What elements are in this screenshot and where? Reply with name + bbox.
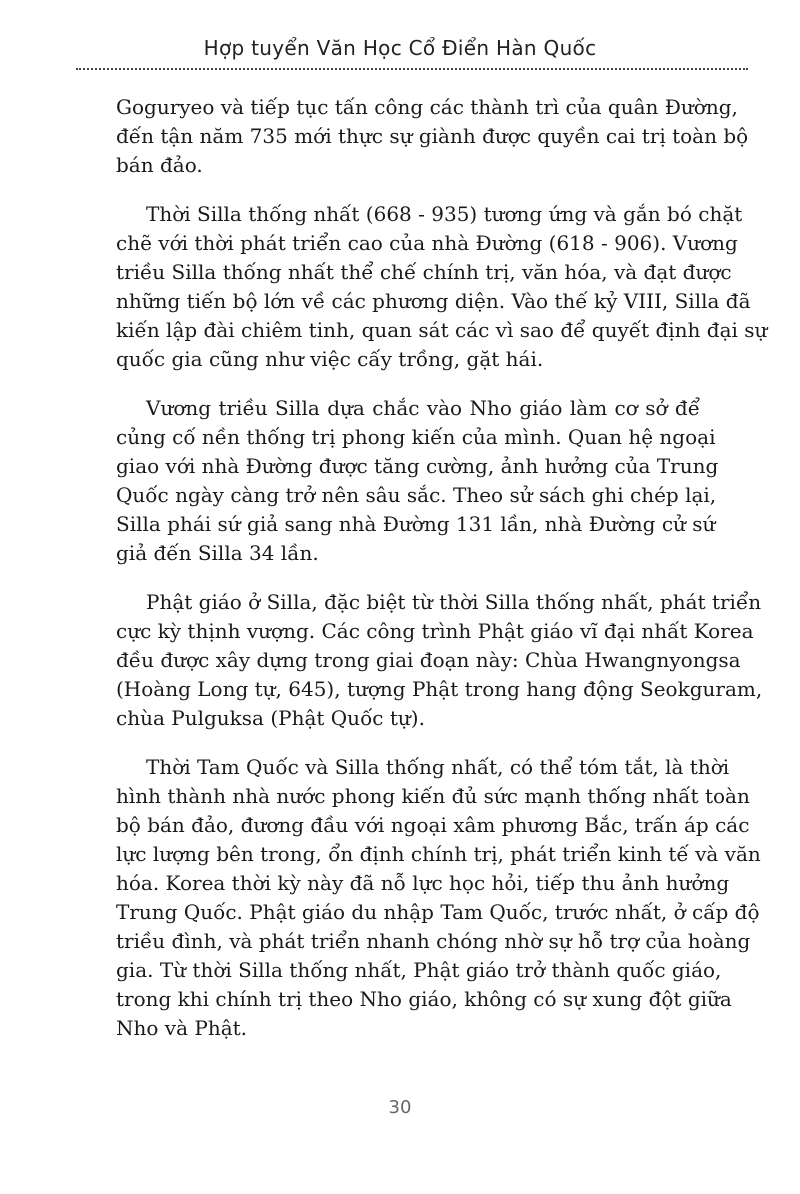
paragraph-4 — [116, 588, 763, 733]
paragraph-3 — [116, 394, 719, 568]
text-line: giả đến Silla 34 lần. — [116, 541, 319, 565]
text-line: gia. Từ thời Silla thống nhất, Phật giáo trở thành quốc giáo, — [116, 958, 722, 982]
text-line: Vương triều Silla dựa chắc vào Nho giáo làm cơ sở để — [146, 396, 700, 420]
text-line: giao với nhà Đường được tăng cường, ảnh hưởng của Trung — [116, 454, 719, 478]
running-header-title: Hợp tuyển Văn Học Cổ Điển Hàn Quốc — [203, 36, 597, 60]
text-line: trong khi chính trị theo Nho giáo, không có sự xung đột giữa — [116, 987, 732, 1011]
paragraph-1 — [116, 93, 749, 180]
text-line: chẽ với thời phát triển cao của nhà Đường (618 - 906). Vương — [116, 231, 738, 255]
text-line: Phật giáo ở Silla, đặc biệt từ thời Silla thống nhất, phát triển — [146, 590, 762, 614]
text-line: bán đảo. — [116, 153, 203, 177]
header-dotted-rule — [76, 68, 748, 70]
text-line: củng cố nền thống trị phong kiến của mình. Quan hệ ngoại — [116, 425, 716, 449]
text-line: chùa Pulguksa (Phật Quốc tự). — [116, 706, 425, 730]
page-number: 30 — [388, 1097, 412, 1118]
text-line: đều được xây dựng trong giai đoạn này: Chùa Hwangnyongsa — [116, 648, 741, 672]
text-line: bộ bán đảo, đương đầu với ngoại xâm phương Bắc, trấn áp các — [116, 813, 750, 837]
text-line: hình thành nhà nước phong kiến đủ sức mạnh thống nhất toàn — [116, 784, 750, 808]
paragraph-5 — [116, 753, 761, 1043]
text-line: cực kỳ thịnh vượng. Các công trình Phật giáo vĩ đại nhất Korea — [116, 619, 754, 643]
text-line: hóa. Korea thời kỳ này đã nỗ lực học hỏi, tiếp thu ảnh hưởng — [116, 871, 730, 895]
text-line: quốc gia cũng như việc cấy trồng, gặt hái. — [116, 347, 544, 371]
text-line: kiến lập đài chiêm tinh, quan sát các vì sao để quyết định đại sự — [116, 318, 768, 342]
text-line: Thời Tam Quốc và Silla thống nhất, có thể tóm tắt, là thời — [146, 755, 730, 779]
text-line: đến tận năm 735 mới thực sự giành được quyền cai trị toàn bộ — [116, 124, 749, 148]
text-line: Quốc ngày càng trở nên sâu sắc. Theo sử sách ghi chép lại, — [116, 483, 717, 507]
text-line: (Hoàng Long tự, 645), tượng Phật trong hang động Seokguram, — [116, 677, 763, 701]
text-line: những tiến bộ lớn về các phương diện. Vào thế kỷ VIII, Silla đã — [116, 289, 751, 313]
text-line: lực lượng bên trong, ổn định chính trị, phát triển kinh tế và văn — [116, 842, 761, 866]
text-line: triều đình, và phát triển nhanh chóng nhờ sự hỗ trợ của hoàng — [116, 929, 751, 953]
text-line: Silla phái sứ giả sang nhà Đường 131 lần, nhà Đường cử sứ — [116, 512, 716, 536]
body-text — [116, 93, 768, 1063]
text-line: Trung Quốc. Phật giáo du nhập Tam Quốc, trước nhất, ở cấp độ — [116, 900, 760, 924]
text-line: Goguryeo và tiếp tục tấn công các thành trì của quân Đường, — [116, 95, 738, 119]
text-line: Thời Silla thống nhất (668 - 935) tương ứng và gắn bó chặt — [146, 202, 743, 226]
text-line: triều Silla thống nhất thể chế chính trị, văn hóa, và đạt được — [116, 260, 732, 284]
text-line: Nho và Phật. — [116, 1016, 248, 1040]
paragraph-2 — [116, 200, 768, 374]
